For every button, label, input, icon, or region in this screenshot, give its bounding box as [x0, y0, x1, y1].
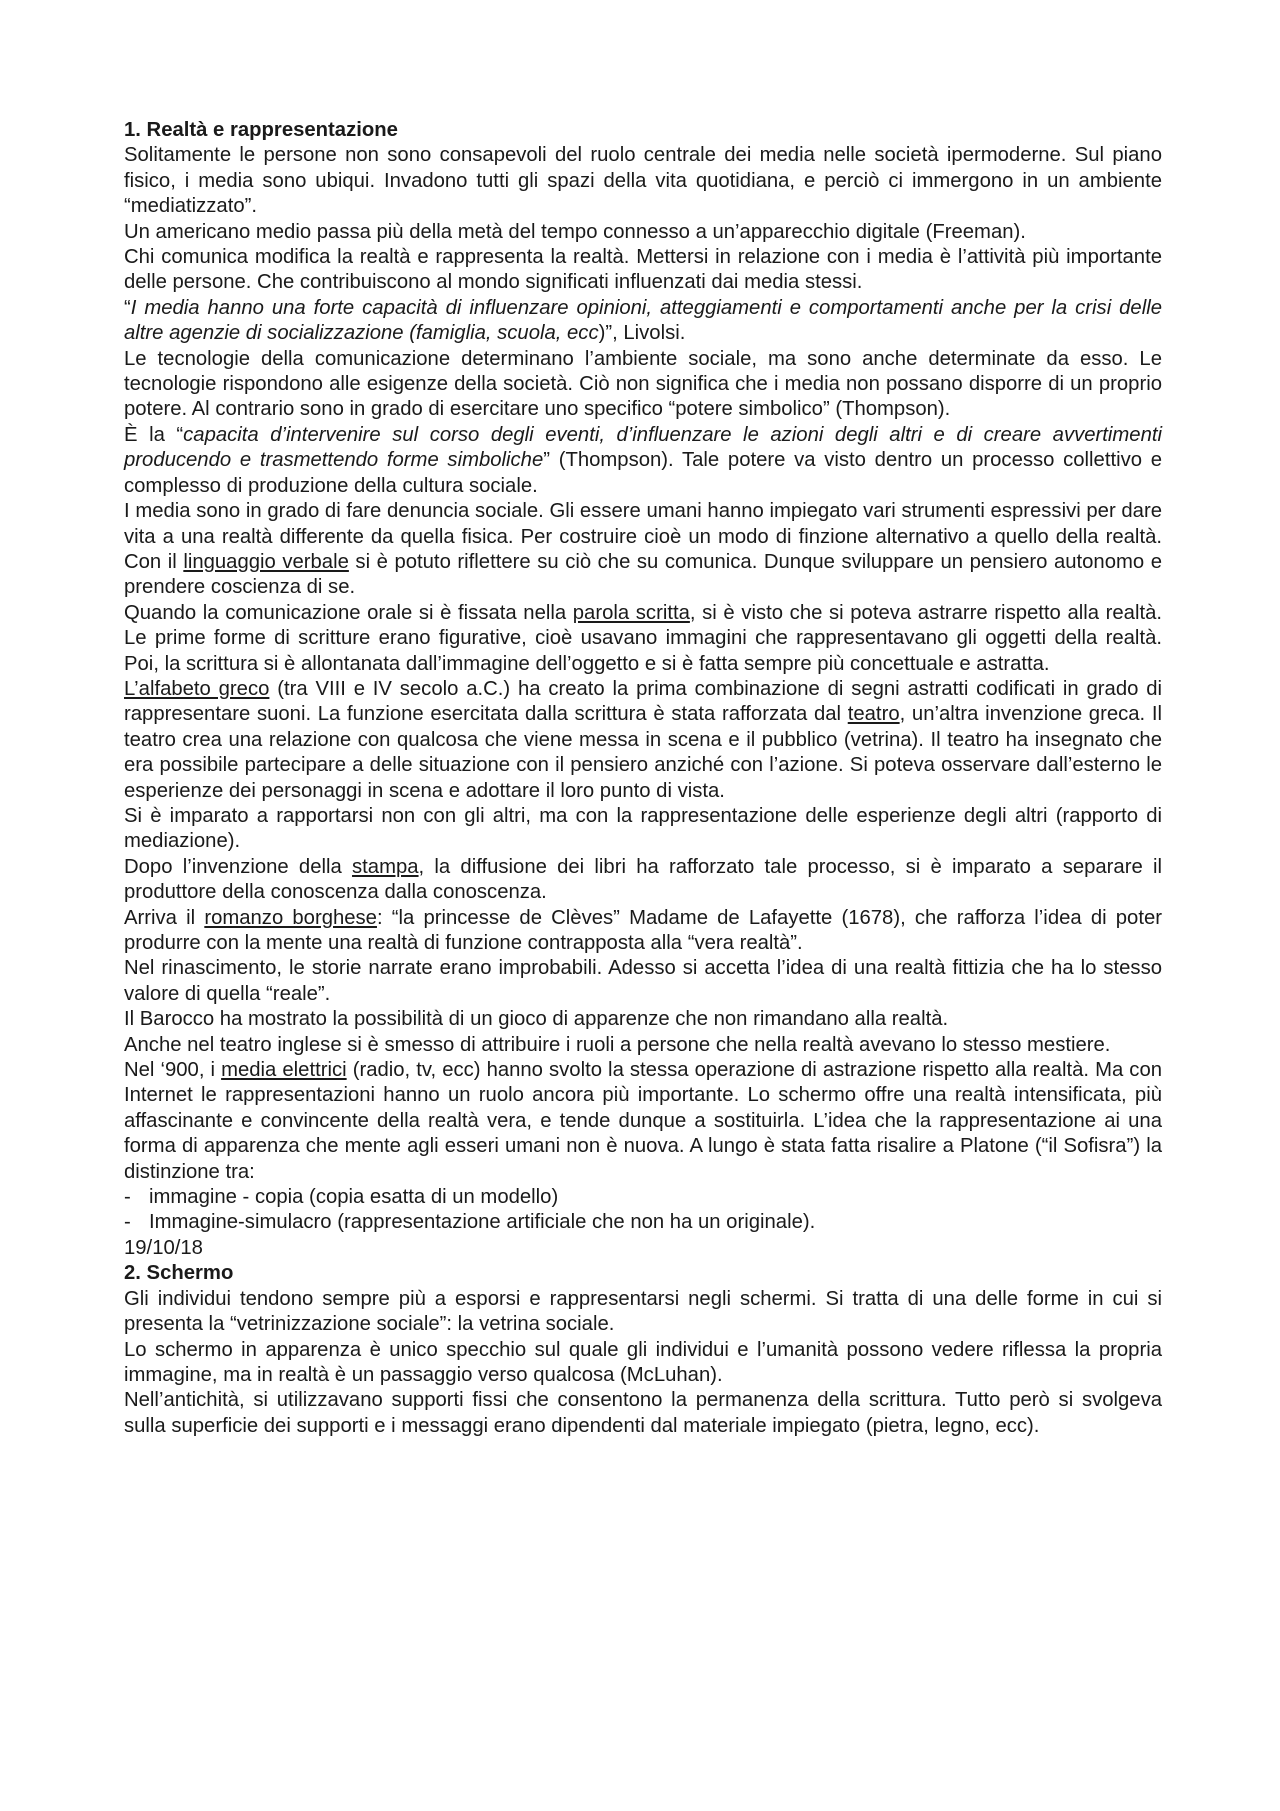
document-page	[124, 118, 1162, 1439]
paragraph: Un americano medio passa più della metà del tempo connesso a un’apparecchio digitale (Freeman).	[124, 220, 1026, 243]
underlined-term: linguaggio verbale	[183, 550, 349, 573]
paragraph: Solitamente le persone non sono consapevoli del ruolo centrale dei media nelle società ipermoderne. Sul piano fisico, i media sono ubiqui. Invadono tutti gli spazi della vita quotidiana, e perciò ci immergono in un ambiente “mediatizzato”.	[124, 144, 1162, 218]
dash-bullet: -	[124, 1211, 131, 1234]
paragraph: Chi comunica modifica la realtà e rappresenta la realtà. Mettersi in relazione con i media è l’attività più importante delle persone. Che contribuiscono al mondo significati influenzati dai media stessi.	[124, 246, 1162, 294]
underlined-term: L’alfabeto greco	[124, 677, 270, 700]
quote-text: capacita d’intervenire sul corso degli eventi, d’influenzare le azioni degli altri e di creare avvertimenti producendo e trasmettendo forme simboliche	[124, 423, 1163, 472]
paragraph-quote-thompson: È la “capacita d’intervenire sul corso degli eventi, d’influenzare le azioni degli altri e di creare avvertimenti producendo e trasmettendo forme simboliche” (Thompson). Tale potere va visto dentro un processo collettivo e complesso di produzione della cultura sociale.	[124, 423, 1163, 497]
paragraph: Si è imparato a rapportarsi non con gli altri, ma con la rappresentazione delle esperienze degli altri (rapporto di mediazione).	[124, 804, 1162, 853]
dash-bullet: -	[124, 1186, 131, 1209]
section-heading-schermo: 2. Schermo	[124, 1262, 234, 1285]
list-item: - immagine - copia (copia esatta di un modello)	[124, 1185, 1162, 1210]
paragraph: Nel rinascimento, le storie narrate erano improbabili. Adesso si accetta l’idea di una realtà fittizia che ha lo stesso valore di quella “reale”.	[124, 957, 1162, 1005]
paragraph: Nell’antichità, si utilizzavano supporti fissi che consentono la permanenza della scrittura. Tutto però si svolgeva sulla superficie dei supporti e i messaggi erano dipendenti dal materiale impiegato (pietra, legno, ecc).	[124, 1389, 1162, 1437]
underlined-term: romanzo borghese	[204, 906, 377, 929]
underlined-term: media elettrici	[221, 1059, 347, 1082]
paragraph: L’alfabeto greco (tra VIII e IV secolo a.C.) ha creato la prima combinazione di segni astratti codificati in grado di rappresentare suoni. La funzione esercitata dalla scrittura è stata rafforzata dal teatro, un’altra invenzione greca. Il teatro crea una relazione con qualcosa che viene messa in scena e il pubblico (vetrina). Il teatro ha insegnato che era possibile partecipare a delle situazione con il pensiero anziché con l’azione. Si poteva osservare dall’esterno le esperienze dei personaggi in scena e adottare il loro punto di vista.	[124, 677, 1162, 802]
paragraph: Anche nel teatro inglese si è smesso di attribuire i ruoli a persone che nella realtà avevano lo stesso mestiere.	[124, 1033, 1111, 1056]
paragraph: Nel ‘900, i media elettrici (radio, tv, ecc) hanno svolto la stessa operazione di astrazione rispetto alla realtà. Ma con Internet le rappresentazioni hanno un ruolo ancora più importante. Lo schermo offre una realtà intensificata, più affascinante e convincente della realtà vera, e tende dunque a sostituirla. L’idea che la rappresentazione ai una forma di apparenza che mente agli esseri umani non è nuova. A lungo è stata fatta risalire a Platone (“il Sofisra”) la distinzione tra:	[124, 1059, 1162, 1183]
list-item: - Immagine-simulacro (rappresentazione artificiale che non ha un originale).	[124, 1210, 1162, 1235]
paragraph: Dopo l’invenzione della stampa, la diffusione dei libri ha rafforzato tale processo, si è imparato a separare il produttore della conoscenza dalla conoscenza.	[124, 855, 1162, 904]
date-label: 19/10/18	[124, 1236, 203, 1259]
section-heading-realta: 1. Realtà e rappresentazione	[124, 119, 398, 141]
paragraph-quote-livolsi: “I media hanno una forte capacità di influenzare opinioni, atteggiamenti e comportamenti anche per la crisi delle altre agenzie di socializzazione (famiglia, scuola, ecc)”, Livolsi.	[124, 296, 1162, 345]
paragraph: Il Barocco ha mostrato la possibilità di un gioco di apparenze che non rimandano alla realtà.	[124, 1008, 949, 1031]
quote-text: I media hanno una forte capacità di influenzare opinioni, atteggiamenti e comportamenti anche per la crisi delle altre agenzie di socializzazione (famiglia, scuola, ecc	[124, 296, 1162, 345]
underlined-term: parola scritta	[572, 601, 690, 624]
paragraph: Le tecnologie della comunicazione determinano l’ambiente sociale, ma sono anche determinate da esso. Le tecnologie rispondono alle esigenze della società. Ciò non significa che i media non possano disporre di un proprio potere. Al contrario sono in grado di esercitare uno specifico “potere simbolico” (Thompson).	[124, 347, 1162, 421]
paragraph: Quando la comunicazione orale si è fissata nella parola scritta, si è visto che si poteva astrarre rispetto alla realtà. Le prime forme di scritture erano figurative, cioè usavano immagini che rappresentavano gli oggetti della realtà. Poi, la scrittura si è allontanata dall’immagine dell’oggetto e si è fatta sempre più concettuale e astratta.	[124, 601, 1163, 675]
paragraph: Lo schermo in apparenza è unico specchio sul quale gli individui e l’umanità possono vedere riflessa la propria immagine, ma in realtà è un passaggio verso qualcosa (McLuhan).	[124, 1338, 1162, 1386]
paragraph: I media sono in grado di fare denuncia sociale. Gli essere umani hanno impiegato vari strumenti espressivi per dare vita a una realtà differente da quella fisica. Per costruire cioè un modo di finzione alternativo a quello della realtà. Con il linguaggio verbale si è potuto riflettere su ciò che su comunica. Dunque sviluppare un pensiero autonomo e prendere coscienza di se.	[124, 500, 1162, 599]
paragraph: Gli individui tendono sempre più a esporsi e rappresentarsi negli schermi. Si tratta di una delle forme in cui si presenta la “vetrinizzazione sociale”: la vetrina sociale.	[124, 1287, 1162, 1336]
dash-list	[124, 1185, 1162, 1236]
underlined-term: stampa	[352, 855, 419, 878]
paragraph: Arriva il romanzo borghese: “la princesse de Clèves” Madame de Lafayette (1678), che rafforza l’idea di poter produrre con la mente una realtà di funzione contrapposta alla “vera realtà”.	[124, 906, 1162, 954]
underlined-term: teatro	[847, 703, 900, 726]
